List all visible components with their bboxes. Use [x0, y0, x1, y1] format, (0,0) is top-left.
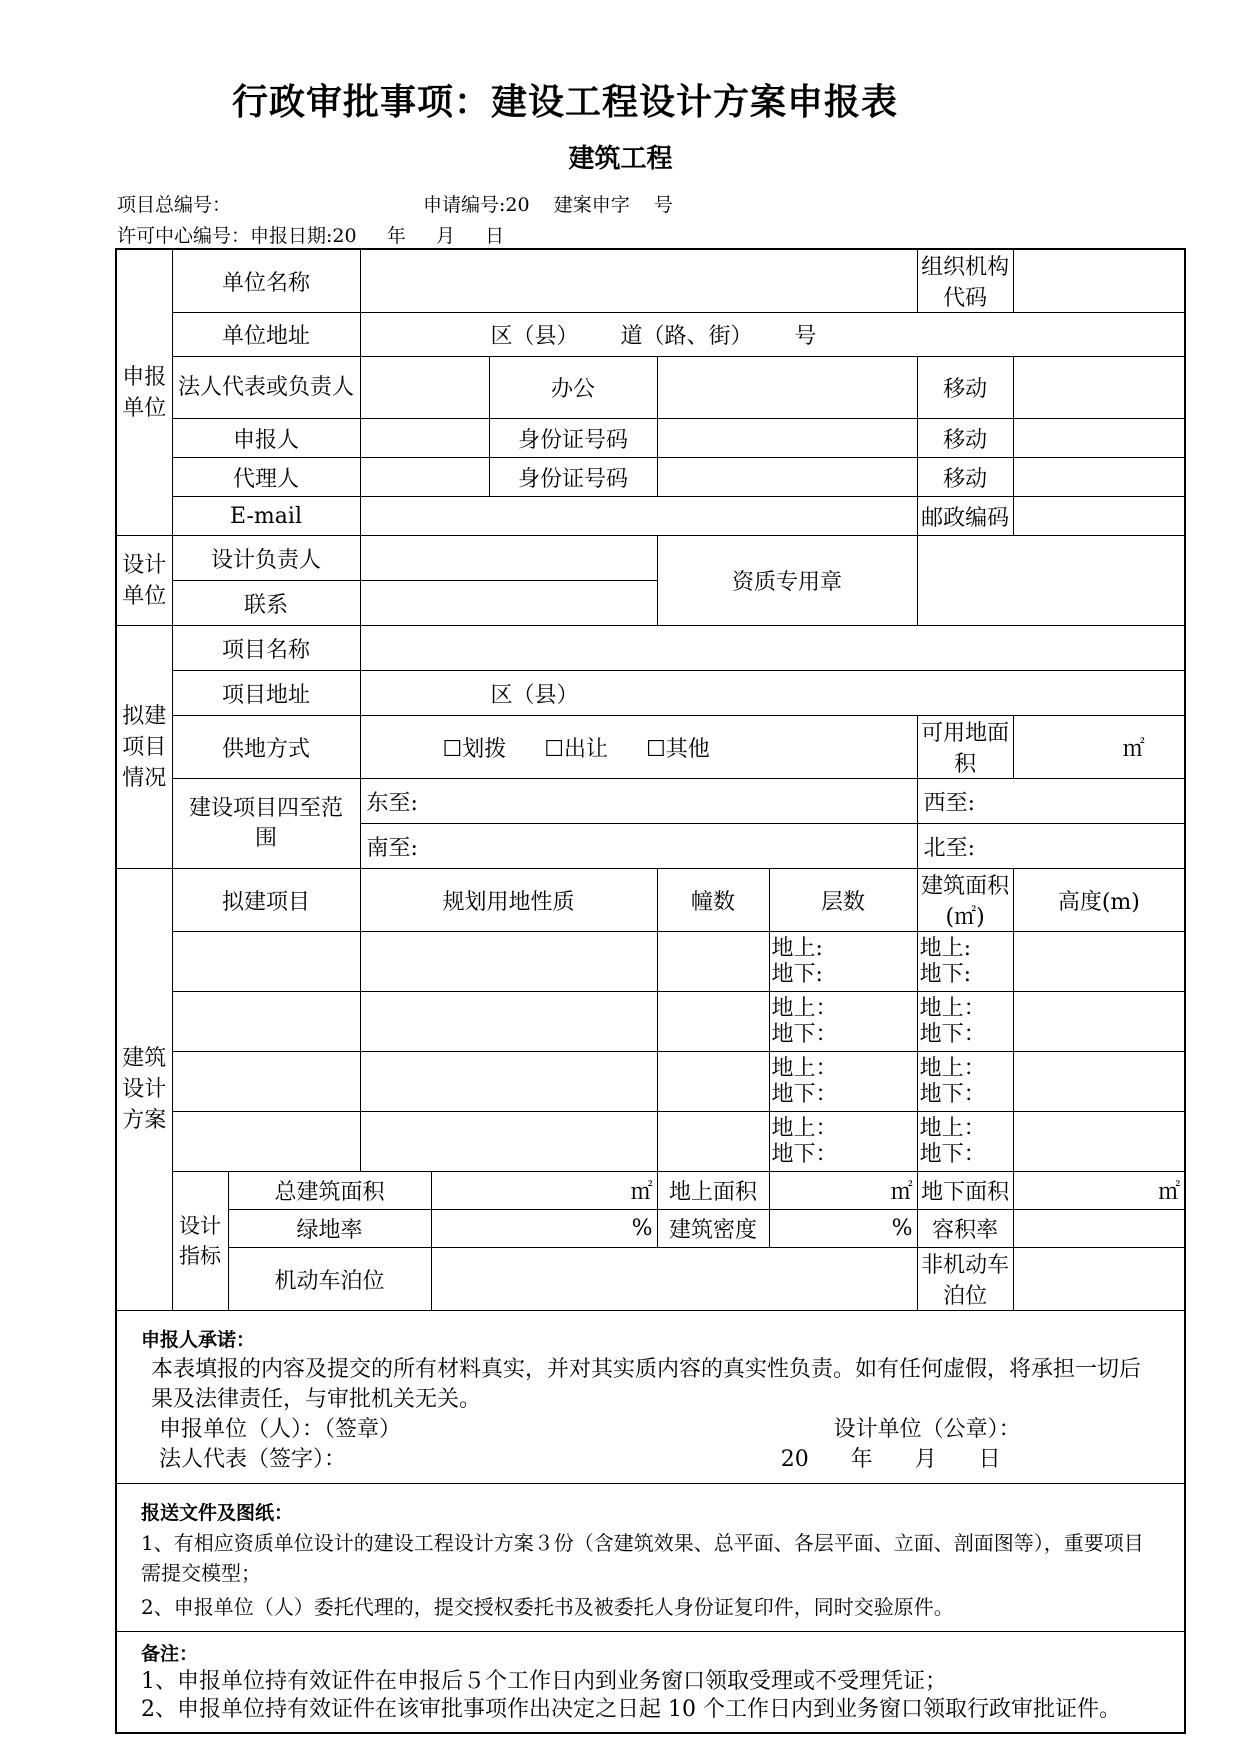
- agent-label: 代理人: [172, 458, 360, 497]
- applicant-signature-label: 申报单位（人）：（签章）: [159, 1417, 402, 1442]
- scheme-section-label: 建筑设计方案: [116, 869, 172, 1311]
- floor-area-cell[interactable]: [917, 1112, 1013, 1172]
- above-ground-label: 地上：: [771, 1115, 838, 1141]
- unit-name-field[interactable]: [360, 249, 917, 313]
- scheme-header-height: 高度(m): [1013, 869, 1185, 932]
- above-ground-label: 地上：: [919, 1055, 986, 1081]
- design-contact-label: 联系: [172, 581, 360, 626]
- remarks-heading: 备注：: [141, 1643, 199, 1665]
- project-section-label: 拟建项目情况: [116, 626, 172, 869]
- height-cell[interactable]: [1013, 1112, 1185, 1172]
- building-density-label: 建筑密度: [657, 1210, 769, 1248]
- form-title: 行政审批事项：建设工程设计方案申报表: [231, 82, 898, 123]
- unit-address-field[interactable]: 区（县） 道（路、街） 号: [360, 313, 1185, 357]
- buildings-cell[interactable]: [657, 992, 769, 1052]
- table-row: [116, 932, 1185, 992]
- below-ground-label: 地下:: [919, 961, 971, 987]
- documents-section: [116, 1484, 1185, 1632]
- unit-name-label: 单位名称: [172, 249, 360, 313]
- floor-area-cell[interactable]: [917, 932, 1013, 992]
- below-ground-label: 地下：: [771, 1021, 838, 1047]
- floors-cell[interactable]: [769, 1112, 917, 1172]
- east-boundary-field[interactable]: 东至:: [360, 779, 917, 824]
- agent-mobile-field[interactable]: [1013, 458, 1185, 497]
- project-cell[interactable]: [172, 932, 360, 992]
- floors-cell[interactable]: [769, 1052, 917, 1112]
- floor-area-cell[interactable]: [917, 1052, 1013, 1112]
- above-ground-label: 地上：: [771, 995, 838, 1021]
- below-ground-label: 地下：: [771, 1081, 838, 1107]
- building-density-field[interactable]: [769, 1210, 917, 1248]
- design-indicators-label: 设计指标: [172, 1172, 228, 1311]
- postcode-field[interactable]: [1013, 497, 1185, 536]
- above-area-label: 地上面积: [657, 1172, 769, 1210]
- bike-parking-label: 非机动车泊位: [917, 1248, 1013, 1311]
- form-subtitle: 建筑工程: [568, 144, 673, 174]
- project-cell[interactable]: [172, 1052, 360, 1112]
- boundary-label: 建设项目四至范围: [172, 779, 360, 869]
- below-ground-label: 地下：: [919, 1141, 986, 1167]
- pledge-section: [116, 1311, 1185, 1484]
- design-lead-field[interactable]: [360, 536, 657, 581]
- north-boundary-field[interactable]: 北至:: [917, 824, 1185, 869]
- remarks-item-1: 1、申报单位持有效证件在申报后５个工作日内到业务窗口领取受理或不受理凭证；: [141, 1669, 947, 1694]
- design-lead-label: 设计负责人: [172, 536, 360, 581]
- height-cell[interactable]: [1013, 1052, 1185, 1112]
- scheme-header-land-use: 规划用地性质: [360, 869, 657, 932]
- above-ground-label: 地上：: [919, 995, 986, 1021]
- project-name-field[interactable]: [360, 626, 1185, 671]
- qualification-seal-label: 资质专用章: [657, 536, 917, 626]
- usable-area-unit: ㎡: [1122, 736, 1145, 762]
- agent-id-label: 身份证号码: [489, 458, 657, 497]
- height-cell[interactable]: [1013, 992, 1185, 1052]
- land-use-cell[interactable]: [360, 1112, 657, 1172]
- remarks-section: [116, 1632, 1185, 1734]
- car-parking-label: 机动车泊位: [228, 1248, 431, 1311]
- west-boundary-field[interactable]: 西至:: [917, 779, 1185, 824]
- qualification-seal-area: [917, 536, 1185, 626]
- table-row: [116, 1052, 1185, 1112]
- designer-section-label: 设计单位: [116, 536, 172, 626]
- bike-parking-field[interactable]: [1013, 1248, 1185, 1311]
- scheme-header-floors: 层数: [769, 869, 917, 932]
- office-phone-field[interactable]: [657, 357, 917, 419]
- buildings-cell[interactable]: [657, 1052, 769, 1112]
- org-code-field[interactable]: [1013, 249, 1185, 313]
- unit-address-label: 单位地址: [172, 313, 360, 357]
- above-ground-label: 地上：: [771, 1055, 838, 1081]
- office-phone-label: 办公: [489, 357, 657, 419]
- table-row: [116, 992, 1185, 1052]
- buildings-cell[interactable]: [657, 932, 769, 992]
- applicant-section-label: 申报单位: [116, 249, 172, 536]
- project-cell[interactable]: [172, 992, 360, 1052]
- below-ground-label: 地下：: [919, 1021, 986, 1047]
- agent-id-field[interactable]: [657, 458, 917, 497]
- email-field[interactable]: [360, 497, 917, 536]
- legal-rep-signature-label: 法人代表（签字）：: [159, 1447, 347, 1472]
- mobile-label: 移动: [917, 357, 1013, 419]
- documents-item-2: 2、申报单位（人）委托代理的，提交授权委托书及被委托人身份证复印件，同时交验原件。: [141, 1595, 954, 1619]
- above-ground-label: 地上:: [771, 935, 823, 961]
- total-area-unit: ㎡: [630, 1180, 653, 1205]
- project-address-field[interactable]: 区（县）: [360, 671, 1185, 716]
- documents-heading: 报送文件及图纸：: [141, 1502, 294, 1524]
- usable-area-field[interactable]: [1013, 716, 1185, 779]
- above-area-unit: ㎡: [890, 1180, 913, 1205]
- green-rate-label: 绿地率: [228, 1210, 431, 1248]
- total-area-label: 总建筑面积: [228, 1172, 431, 1210]
- declarer-id-label: 身份证号码: [489, 419, 657, 458]
- mobile-field[interactable]: [1013, 357, 1185, 419]
- agent-field[interactable]: [360, 458, 489, 497]
- south-boundary-field[interactable]: 南至:: [360, 824, 917, 869]
- scheme-header-floor-area: 建筑面积(㎡): [917, 869, 1013, 932]
- remarks-item-2: 2、申报单位持有效证件在该审批事项作出决定之日起 10 个工作日内到业务窗口领取行政审批证件。: [141, 1697, 1121, 1722]
- green-rate-field[interactable]: [431, 1210, 657, 1248]
- below-area-field[interactable]: [1013, 1172, 1185, 1210]
- land-use-cell[interactable]: [360, 932, 657, 992]
- documents-item-1: 1、有相应资质单位设计的建设工程设计方案３份（含建筑效果、总平面、各层平面、立面、剖面图等），重要项目需提交模型；: [141, 1531, 1144, 1585]
- floors-cell[interactable]: [769, 932, 917, 992]
- other-checkbox[interactable]: ☐其他: [645, 736, 710, 762]
- application-form-table: [115, 248, 1186, 1734]
- scheme-header-project: 拟建项目: [172, 869, 360, 932]
- project-cell[interactable]: [172, 1112, 360, 1172]
- pledge-text: 本表填报的内容及提交的所有材料真实，并对其实质内容的真实性负责。如有任何虚假，将承担一切后果及法律责任，与审批机关无关。: [151, 1357, 1142, 1412]
- green-rate-unit: %: [631, 1216, 653, 1241]
- land-use-cell[interactable]: [360, 1052, 657, 1112]
- scheme-header-buildings: 幢数: [657, 869, 769, 932]
- project-address-label: 项目地址: [172, 671, 360, 716]
- declarer-mobile-label: 移动: [917, 419, 1013, 458]
- table-row: [116, 1112, 1185, 1172]
- building-density-unit: %: [891, 1216, 913, 1241]
- design-unit-seal-label: 设计单位（公章）：: [833, 1417, 1021, 1442]
- legal-rep-label: 法人代表或负责人: [172, 357, 360, 419]
- below-area-unit: ㎡: [1158, 1180, 1181, 1205]
- design-contact-field[interactable]: [360, 581, 657, 626]
- below-area-label: 地下面积: [917, 1172, 1013, 1210]
- declarer-label: 申报人: [172, 419, 360, 458]
- transfer-checkbox[interactable]: ☐出让: [544, 736, 608, 762]
- declarer-mobile-field[interactable]: [1013, 419, 1185, 458]
- legal-rep-field[interactable]: [360, 357, 489, 419]
- allocation-checkbox[interactable]: ☐划拨: [442, 736, 507, 762]
- agent-mobile-label: 移动: [917, 458, 1013, 497]
- declarer-id-field[interactable]: [657, 419, 917, 458]
- land-supply-options: [360, 716, 917, 779]
- postcode-label: 邮政编码: [917, 497, 1013, 536]
- floor-area-ratio-field[interactable]: [1013, 1210, 1185, 1248]
- pledge-heading: 申报人承诺：: [141, 1329, 256, 1351]
- land-supply-label: 供地方式: [172, 716, 360, 779]
- declarer-field[interactable]: [360, 419, 489, 458]
- below-ground-label: 地下：: [771, 1141, 838, 1167]
- org-code-label: 组织机构代码: [917, 249, 1013, 313]
- below-ground-label: 地下:: [771, 961, 823, 987]
- below-ground-label: 地下：: [919, 1081, 986, 1107]
- center-number-label: 许可中心编号：申报日期:20 年 月 日: [117, 225, 505, 247]
- total-area-field[interactable]: [431, 1172, 657, 1210]
- above-area-field[interactable]: [769, 1172, 917, 1210]
- project-name-label: 项目名称: [172, 626, 360, 671]
- email-label: E-mail: [172, 497, 360, 536]
- floor-area-cell[interactable]: [917, 992, 1013, 1052]
- buildings-cell[interactable]: [657, 1112, 769, 1172]
- floors-cell[interactable]: [769, 992, 917, 1052]
- floor-area-ratio-label: 容积率: [917, 1210, 1013, 1248]
- land-use-cell[interactable]: [360, 992, 657, 1052]
- above-ground-label: 地上:: [919, 935, 971, 961]
- above-ground-label: 地上：: [919, 1115, 986, 1141]
- height-cell[interactable]: [1013, 932, 1185, 992]
- car-parking-field[interactable]: [431, 1248, 917, 1311]
- project-number-label: 项目总编号：: [117, 194, 232, 216]
- application-number-label: 申请编号:20 建案申字 号: [423, 194, 673, 216]
- usable-area-label: 可用地面积: [917, 716, 1013, 779]
- pledge-date: 20 年 月 日: [780, 1447, 1001, 1472]
